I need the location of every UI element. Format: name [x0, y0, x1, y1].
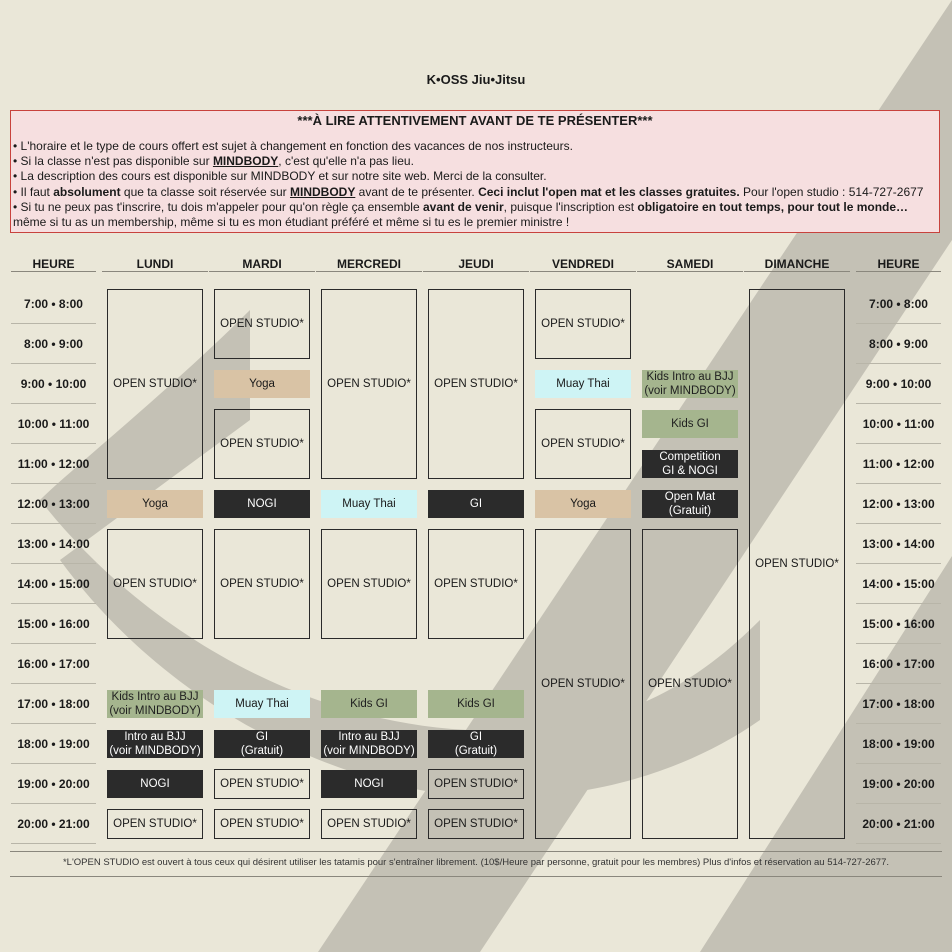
class-block-open-studio: OPEN STUDIO* — [214, 409, 310, 479]
header-underline — [744, 271, 850, 272]
header-underline — [102, 271, 208, 272]
time-label: 8:00 • 9:00 — [24, 337, 83, 351]
notice-text-segment: MINDBODY — [289, 184, 356, 199]
header-underline — [856, 271, 941, 272]
class-block-muay-thai: Muay Thai — [214, 690, 310, 718]
header-day-mardi: MARDI — [242, 257, 282, 271]
class-block-open-studio: OPEN STUDIO* — [321, 809, 417, 839]
class-block-open-studio: OPEN STUDIO* — [535, 529, 631, 839]
class-block-gi: GI (Gratuit) — [428, 730, 524, 758]
class-block-nogi: NOGI — [107, 770, 203, 798]
class-block-gi: GI — [428, 490, 524, 518]
class-block-open-studio: OPEN STUDIO* — [428, 809, 524, 839]
notice-text-segment: même si tu as un membership, même si tu es mon étudiant préféré et même si tu es le premier ministre ! — [13, 215, 570, 230]
time-label: 17:00 • 18:00 — [862, 697, 935, 711]
notice-text-segment: , puisque l'inscription est — [503, 199, 638, 214]
class-block-open-studio: OPEN STUDIO* — [107, 809, 203, 839]
time-label: 11:00 • 12:00 — [17, 457, 90, 471]
time-label: 19:00 • 20:00 — [17, 777, 90, 791]
class-block-open-studio: OPEN STUDIO* — [214, 529, 310, 639]
page-title: K•OSS Jiu•Jitsu — [426, 72, 526, 87]
header-day-mercredi: MERCREDI — [336, 257, 401, 271]
notice-text-segment: avant de venir — [422, 199, 504, 214]
time-label: 14:00 • 15:00 — [862, 577, 935, 591]
time-label: 15:00 • 16:00 — [862, 617, 935, 631]
class-block-open-studio: OPEN STUDIO* — [428, 289, 524, 479]
class-block-open-studio: OPEN STUDIO* — [535, 409, 631, 479]
class-block-kids-gi: Kids GI — [642, 410, 738, 438]
class-block-open-studio: OPEN STUDIO* — [749, 289, 845, 839]
class-block-open-mat: Open Mat (Gratuit) — [642, 490, 738, 518]
notice-line — [13, 185, 937, 200]
time-label: 20:00 • 21:00 — [862, 817, 935, 831]
notice-text-segment: absolument — [53, 184, 121, 199]
time-label: 16:00 • 17:00 — [17, 657, 90, 671]
class-block-gi: GI (Gratuit) — [214, 730, 310, 758]
notice-line — [13, 169, 937, 184]
notice-box — [10, 110, 940, 233]
time-label: 14:00 • 15:00 — [17, 577, 90, 591]
class-block-open-studio: OPEN STUDIO* — [214, 769, 310, 799]
time-label: 12:00 • 13:00 — [862, 497, 935, 511]
header-day-lundi: LUNDI — [136, 257, 174, 271]
header-underline — [209, 271, 315, 272]
class-block-muay-thai: Muay Thai — [535, 370, 631, 398]
class-block-open-studio: OPEN STUDIO* — [321, 529, 417, 639]
time-label: 19:00 • 20:00 — [862, 777, 935, 791]
time-label: 10:00 • 11:00 — [862, 417, 935, 431]
notice-text-segment: MINDBODY — [212, 154, 279, 169]
class-block-yoga: Yoga — [214, 370, 310, 398]
notice-text-segment: • Si la classe n'est pas disponible sur — [13, 154, 213, 169]
class-block-competition: Competition GI & NOGI — [642, 450, 738, 478]
class-block-open-studio: OPEN STUDIO* — [428, 769, 524, 799]
footer-divider — [10, 876, 942, 877]
time-row-divider — [856, 843, 941, 844]
notice-heading: ***À LIRE ATTENTIVEMENT AVANT DE TE PRÉSENTER*** — [297, 113, 653, 128]
notice-text-segment: • Il faut — [13, 184, 54, 199]
header-day-vendredi: VENDREDI — [551, 257, 614, 271]
class-block-yoga: Yoga — [535, 490, 631, 518]
class-block-open-studio: OPEN STUDIO* — [107, 529, 203, 639]
notice-text-segment: Pour l'open studio : 514-727-2677 — [739, 184, 924, 199]
notice-line — [13, 139, 937, 154]
time-label: 7:00 • 8:00 — [24, 297, 83, 311]
time-label: 13:00 • 14:00 — [862, 537, 935, 551]
notice-lines — [11, 133, 939, 230]
time-label: 18:00 • 19:00 — [862, 737, 935, 751]
header-underline — [530, 271, 636, 272]
time-label: 12:00 • 13:00 — [17, 497, 90, 511]
class-block-open-studio: OPEN STUDIO* — [428, 529, 524, 639]
header-day-jeudi: JEUDI — [458, 257, 494, 271]
notice-text-segment: que ta classe soit réservée sur — [120, 184, 290, 199]
notice-text-segment: Ceci inclut l'open mat et les classes gratuites. — [478, 184, 740, 199]
notice-text-segment: , c'est qu'elle n'a pas lieu. — [278, 154, 414, 169]
header-day-dimanche: DIMANCHE — [764, 257, 830, 271]
class-block-nogi: NOGI — [214, 490, 310, 518]
header-day-samedi: SAMEDI — [666, 257, 714, 271]
time-label: 18:00 • 19:00 — [17, 737, 90, 751]
time-label: 10:00 • 11:00 — [17, 417, 90, 431]
time-label: 20:00 • 21:00 — [17, 817, 90, 831]
class-block-open-studio: OPEN STUDIO* — [107, 289, 203, 479]
notice-text-segment: avant de te présenter. — [355, 184, 479, 199]
notice-line — [13, 154, 937, 169]
time-label: 9:00 • 10:00 — [865, 377, 932, 391]
footnote: *L'OPEN STUDIO est ouvert à tous ceux qui désirent utiliser les tatamis pour s'entraîner librement. (10$/Heure par personne, gratuit pour les membres) Plus d'infos et réservation au 514-727-2677. — [62, 857, 889, 868]
header-time: HEURE — [32, 257, 75, 271]
bottom-divider — [10, 851, 942, 852]
class-block-kids-gi: Kids GI — [428, 690, 524, 718]
header-underline — [423, 271, 529, 272]
class-block-open-studio: OPEN STUDIO* — [642, 529, 738, 839]
time-label: 8:00 • 9:00 — [869, 337, 928, 351]
class-block-intro-au-bjj: Intro au BJJ (voir MINDBODY) — [107, 730, 203, 758]
notice-line — [13, 200, 937, 230]
class-block-nogi: NOGI — [321, 770, 417, 798]
notice-text-segment: • La description des cours est disponible sur MINDBODY et sur notre site web. Merci de la consulter. — [13, 169, 547, 184]
notice-text-segment: obligatoire en tout temps, pour tout le monde… — [637, 199, 909, 214]
time-row-divider — [11, 843, 96, 844]
time-label: 16:00 • 17:00 — [862, 657, 935, 671]
class-block-kids-gi: Kids GI — [321, 690, 417, 718]
class-block-open-studio: OPEN STUDIO* — [535, 289, 631, 359]
notice-text-segment: • Si tu ne peux pas t'inscrire, tu dois m'appeler pour qu'on règle ça ensemble — [13, 199, 423, 214]
class-block-kids-intro-au-bjj: Kids Intro au BJJ (voir MINDBODY) — [107, 690, 203, 718]
class-block-muay-thai: Muay Thai — [321, 490, 417, 518]
header-underline — [11, 271, 96, 272]
time-label: 13:00 • 14:00 — [17, 537, 90, 551]
class-block-open-studio: OPEN STUDIO* — [321, 289, 417, 479]
header-time: HEURE — [877, 257, 920, 271]
time-label: 15:00 • 16:00 — [17, 617, 90, 631]
class-block-open-studio: OPEN STUDIO* — [214, 289, 310, 359]
time-label: 17:00 • 18:00 — [17, 697, 90, 711]
class-block-yoga: Yoga — [107, 490, 203, 518]
class-block-intro-au-bjj: Intro au BJJ (voir MINDBODY) — [321, 730, 417, 758]
notice-text-segment: • L'horaire et le type de cours offert est sujet à changement en fonction des vacances de nos instructeurs. — [13, 139, 573, 153]
header-underline — [316, 271, 422, 272]
time-label: 7:00 • 8:00 — [869, 297, 928, 311]
time-label: 11:00 • 12:00 — [862, 457, 935, 471]
class-block-open-studio: OPEN STUDIO* — [214, 809, 310, 839]
class-block-kids-intro-au-bjj: Kids Intro au BJJ (voir MINDBODY) — [642, 370, 738, 398]
time-label: 9:00 • 10:00 — [20, 377, 87, 391]
header-underline — [637, 271, 743, 272]
